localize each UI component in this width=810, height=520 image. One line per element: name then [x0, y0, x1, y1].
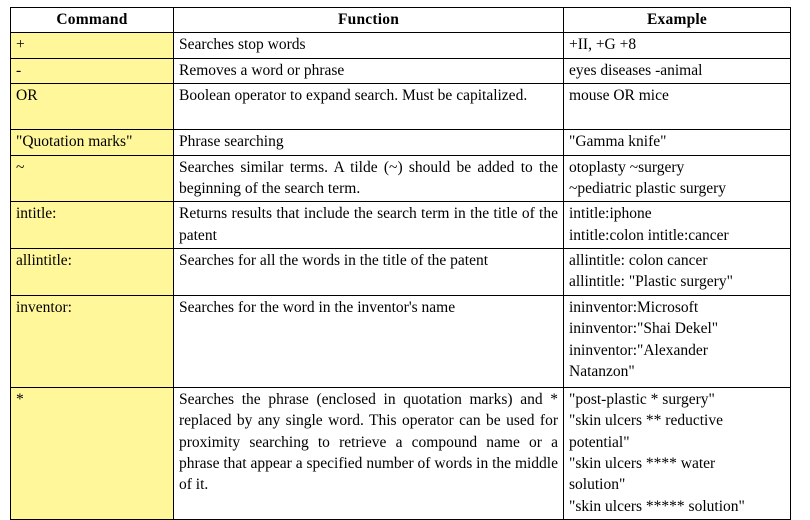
function-cell: Searches similar terms. A tilde (~) should be added to the beginning of the search term.	[174, 155, 564, 202]
command-cell: ~	[11, 155, 174, 202]
example-cell	[564, 387, 791, 519]
example-line: intitle:colon intitle:cancer	[569, 226, 729, 244]
command-cell: -	[11, 58, 174, 83]
function-cell: Boolean operator to expand search. Must be capitalized.	[174, 84, 564, 130]
search-commands-table	[10, 7, 791, 520]
command-cell: inventor:	[11, 295, 174, 387]
example-line: intitle:iphone	[569, 205, 652, 223]
example-line: ininventor:"Shai Dekel"	[569, 320, 719, 338]
example-cell	[564, 155, 791, 202]
function-cell: Searches stop words	[174, 33, 564, 58]
function-cell: Searches for all the words in the title of the patent	[174, 249, 564, 296]
example-line: +II, +G +8	[569, 36, 637, 54]
example-cell	[564, 295, 791, 387]
command-cell: "Quotation marks"	[11, 130, 174, 155]
column-header-command: Command	[11, 8, 174, 33]
table-row	[11, 249, 791, 296]
function-cell: Returns results that include the search term in the title of the patent	[174, 202, 564, 249]
example-cell	[564, 130, 791, 155]
example-line: ininventor:"Alexander	[569, 341, 708, 359]
command-cell: *	[11, 387, 174, 519]
table-row	[11, 130, 791, 155]
table-row	[11, 84, 791, 130]
table-row	[11, 295, 791, 387]
table-row	[11, 387, 791, 519]
example-line: allintitle: colon cancer	[569, 252, 708, 269]
command-cell: intitle:	[11, 202, 174, 249]
function-cell: Removes a word or phrase	[174, 58, 564, 83]
function-cell: Searches for the word in the inventor's name	[174, 295, 564, 387]
example-cell	[564, 58, 791, 83]
example-line: potential"	[569, 433, 630, 451]
table-row	[11, 155, 791, 202]
table-row	[11, 33, 791, 58]
example-line: "post-plastic * surgery"	[569, 390, 715, 408]
example-cell	[564, 84, 791, 130]
example-line: "skin ulcers ** reductive	[569, 412, 723, 430]
example-line: mouse OR mice	[569, 87, 669, 105]
example-line: ininventor:Microsoft	[569, 298, 699, 316]
example-line: otoplasty ~surgery	[569, 158, 685, 176]
example-line: solution"	[569, 476, 626, 494]
table-body	[11, 33, 791, 520]
example-line: "skin ulcers **** water	[569, 454, 716, 472]
command-cell: OR	[11, 84, 174, 130]
function-cell: Phrase searching	[174, 130, 564, 155]
table-row	[11, 58, 791, 83]
example-cell	[564, 33, 791, 58]
example-line: allintitle: "Plastic surgery"	[569, 273, 733, 291]
example-cell	[564, 249, 791, 296]
example-cell	[564, 202, 791, 249]
example-line: "Gamma knife"	[569, 133, 667, 151]
table-header	[11, 8, 791, 33]
example-line: eyes diseases -animal	[569, 61, 703, 79]
table-row	[11, 202, 791, 249]
column-header-example: Example	[564, 8, 791, 33]
function-cell: Searches the phrase (enclosed in quotation marks) and * replaced by any single word. This operator can be used for proximity searching to retrieve a compound name or a phrase that appear a specified number of words in the middle of it.	[174, 387, 564, 519]
command-cell: +	[11, 33, 174, 58]
table-header-row	[11, 8, 791, 33]
example-line: Natanzon"	[569, 362, 635, 380]
column-header-function: Function	[174, 8, 564, 33]
example-line: "skin ulcers ***** solution"	[569, 497, 745, 515]
command-cell: allintitle:	[11, 249, 174, 296]
example-line: ~pediatric plastic surgery	[569, 179, 727, 197]
